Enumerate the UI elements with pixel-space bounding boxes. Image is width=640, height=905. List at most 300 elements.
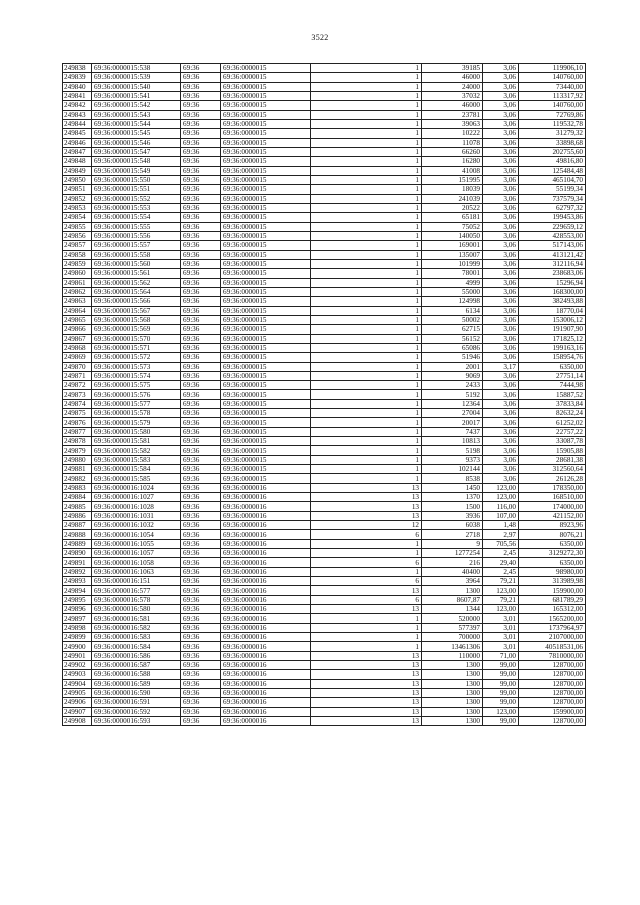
row-id-cell: 249895 — [63, 595, 92, 604]
region-cell: 69:36 — [181, 353, 221, 362]
row-id-cell: 249879 — [63, 446, 92, 455]
count-cell: 1 — [311, 465, 422, 474]
page-number: 3522 — [311, 33, 329, 42]
quarter-cell: 69:36:0000016 — [221, 642, 311, 651]
value-cell: 73440,00 — [519, 82, 586, 91]
area-cell: 216 — [422, 558, 483, 567]
area-cell: 110000 — [422, 651, 483, 660]
row-id-cell: 249852 — [63, 194, 92, 203]
quarter-cell: 69:36:0000015 — [221, 325, 311, 334]
row-id-cell: 249872 — [63, 381, 92, 390]
region-cell: 69:36 — [181, 231, 221, 240]
rate-cell: 3,06 — [483, 203, 519, 212]
count-cell: 1 — [311, 101, 422, 110]
cadastral-number-cell: 69:36:0000015:577 — [92, 399, 181, 408]
rate-cell: 123,00 — [483, 483, 519, 492]
count-cell: 1 — [311, 539, 422, 548]
table-row — [63, 605, 586, 614]
quarter-cell: 69:36:0000016 — [221, 586, 311, 595]
area-cell: 75052 — [422, 222, 483, 231]
count-cell: 1 — [311, 269, 422, 278]
row-id-cell: 249903 — [63, 670, 92, 679]
row-id-cell: 249891 — [63, 558, 92, 567]
value-cell: 202755,60 — [519, 147, 586, 156]
region-cell: 69:36 — [181, 101, 221, 110]
row-id-cell: 249846 — [63, 138, 92, 147]
value-cell: 15296,94 — [519, 278, 586, 287]
value-cell: 7810000,00 — [519, 651, 586, 660]
count-cell: 1 — [311, 147, 422, 156]
rate-cell: 3,06 — [483, 129, 519, 138]
row-id-cell: 249854 — [63, 213, 92, 222]
cadastral-number-cell: 69:36:0000015:543 — [92, 110, 181, 119]
region-cell: 69:36 — [181, 577, 221, 586]
area-cell: 3936 — [422, 511, 483, 520]
count-cell: 1 — [311, 474, 422, 483]
table-row — [63, 231, 586, 240]
value-cell: 40518531,06 — [519, 642, 586, 651]
area-cell: 1500 — [422, 502, 483, 511]
cadastral-number-cell: 69:36:0000015:542 — [92, 101, 181, 110]
table-row — [63, 101, 586, 110]
table-row — [63, 483, 586, 492]
cadastral-number-cell: 69:36:0000015:583 — [92, 455, 181, 464]
table-row — [63, 661, 586, 670]
region-cell: 69:36 — [181, 203, 221, 212]
quarter-cell: 69:36:0000015 — [221, 343, 311, 352]
count-cell: 6 — [311, 558, 422, 567]
row-id-cell: 249862 — [63, 287, 92, 296]
cadastral-number-cell: 69:36:0000015:567 — [92, 306, 181, 315]
rate-cell: 3,06 — [483, 287, 519, 296]
rate-cell: 3,06 — [483, 222, 519, 231]
rate-cell: 123,00 — [483, 605, 519, 614]
rate-cell: 3,06 — [483, 269, 519, 278]
row-id-cell: 249878 — [63, 437, 92, 446]
quarter-cell: 69:36:0000016 — [221, 502, 311, 511]
rate-cell: 3,06 — [483, 427, 519, 436]
rate-cell: 3,06 — [483, 166, 519, 175]
table-row — [63, 325, 586, 334]
value-cell: 15887,52 — [519, 390, 586, 399]
value-cell: 413121,42 — [519, 250, 586, 259]
rate-cell: 3,06 — [483, 194, 519, 203]
region-cell: 69:36 — [181, 119, 221, 128]
value-cell: 168510,00 — [519, 493, 586, 502]
value-cell: 158954,76 — [519, 353, 586, 362]
region-cell: 69:36 — [181, 334, 221, 343]
table-row — [63, 530, 586, 539]
region-cell: 69:36 — [181, 73, 221, 82]
rate-cell: 3,06 — [483, 418, 519, 427]
region-cell: 69:36 — [181, 250, 221, 259]
count-cell: 1 — [311, 371, 422, 380]
quarter-cell: 69:36:0000016 — [221, 511, 311, 520]
rate-cell: 3,01 — [483, 633, 519, 642]
quarter-cell: 69:36:0000015 — [221, 138, 311, 147]
area-cell: 1344 — [422, 605, 483, 614]
table-row — [63, 287, 586, 296]
cadastral-number-cell: 69:36:0000015:548 — [92, 157, 181, 166]
value-cell: 28681,38 — [519, 455, 586, 464]
table-row — [63, 679, 586, 688]
area-cell: 1300 — [422, 707, 483, 716]
table-row — [63, 166, 586, 175]
area-cell: 7437 — [422, 427, 483, 436]
area-cell: 1300 — [422, 661, 483, 670]
value-cell: 465104,70 — [519, 175, 586, 184]
count-cell: 1 — [311, 73, 422, 82]
row-id-cell: 249871 — [63, 371, 92, 380]
table-row — [63, 64, 586, 73]
count-cell: 1 — [311, 353, 422, 362]
table-row — [63, 222, 586, 231]
count-cell: 1 — [311, 381, 422, 390]
row-id-cell: 249884 — [63, 493, 92, 502]
rate-cell: 3,06 — [483, 138, 519, 147]
row-id-cell: 249880 — [63, 455, 92, 464]
area-cell: 8538 — [422, 474, 483, 483]
value-cell: 26126,28 — [519, 474, 586, 483]
area-cell: 16280 — [422, 157, 483, 166]
row-id-cell: 249893 — [63, 577, 92, 586]
region-cell: 69:36 — [181, 166, 221, 175]
row-id-cell: 249847 — [63, 147, 92, 156]
count-cell: 1 — [311, 418, 422, 427]
table-row — [63, 250, 586, 259]
cadastral-number-cell: 69:36:0000015:552 — [92, 194, 181, 203]
table-row — [63, 409, 586, 418]
quarter-cell: 69:36:0000015 — [221, 353, 311, 362]
rate-cell: 3,06 — [483, 147, 519, 156]
rate-cell: 99,00 — [483, 716, 519, 725]
region-cell: 69:36 — [181, 185, 221, 194]
row-id-cell: 249861 — [63, 278, 92, 287]
rate-cell: 3,06 — [483, 315, 519, 324]
area-cell: 2001 — [422, 362, 483, 371]
table-row — [63, 297, 586, 306]
cadastral-number-cell: 69:36:0000015:578 — [92, 409, 181, 418]
cadastral-number-cell: 69:36:0000015:558 — [92, 250, 181, 259]
row-id-cell: 249900 — [63, 642, 92, 651]
region-cell: 69:36 — [181, 698, 221, 707]
cadastral-number-cell: 69:36:0000016:592 — [92, 707, 181, 716]
value-cell: 98980,00 — [519, 567, 586, 576]
cadastral-number-cell: 69:36:0000015:581 — [92, 437, 181, 446]
quarter-cell: 69:36:0000015 — [221, 287, 311, 296]
count-cell: 1 — [311, 110, 422, 119]
quarter-cell: 69:36:0000015 — [221, 297, 311, 306]
table-row — [63, 390, 586, 399]
area-cell: 46000 — [422, 101, 483, 110]
row-id-cell: 249870 — [63, 362, 92, 371]
quarter-cell: 69:36:0000015 — [221, 437, 311, 446]
count-cell: 1 — [311, 157, 422, 166]
area-cell: 13461306 — [422, 642, 483, 651]
count-cell: 13 — [311, 586, 422, 595]
area-cell: 55000 — [422, 287, 483, 296]
area-cell: 37032 — [422, 91, 483, 100]
value-cell: 119906,10 — [519, 64, 586, 73]
table-body — [63, 64, 586, 726]
region-cell: 69:36 — [181, 437, 221, 446]
table-row — [63, 91, 586, 100]
rate-cell: 3,06 — [483, 306, 519, 315]
cadastral-number-cell: 69:36:0000016:587 — [92, 661, 181, 670]
quarter-cell: 69:36:0000015 — [221, 119, 311, 128]
region-cell: 69:36 — [181, 325, 221, 334]
quarter-cell: 69:36:0000015 — [221, 409, 311, 418]
table-row — [63, 259, 586, 268]
region-cell: 69:36 — [181, 549, 221, 558]
value-cell: 159900,00 — [519, 707, 586, 716]
region-cell: 69:36 — [181, 707, 221, 716]
count-cell: 1 — [311, 642, 422, 651]
quarter-cell: 69:36:0000016 — [221, 605, 311, 614]
count-cell: 13 — [311, 493, 422, 502]
cadastral-number-cell: 69:36:0000016:580 — [92, 605, 181, 614]
rate-cell: 3,06 — [483, 297, 519, 306]
region-cell: 69:36 — [181, 446, 221, 455]
quarter-cell: 69:36:0000015 — [221, 315, 311, 324]
region-cell: 69:36 — [181, 567, 221, 576]
row-id-cell: 249902 — [63, 661, 92, 670]
table-row — [63, 698, 586, 707]
value-cell: 140760,00 — [519, 101, 586, 110]
cadastral-number-cell: 69:36:0000016:593 — [92, 716, 181, 725]
count-cell: 1 — [311, 633, 422, 642]
region-cell: 69:36 — [181, 399, 221, 408]
cadastral-number-cell: 69:36:0000016:591 — [92, 698, 181, 707]
rate-cell: 705,56 — [483, 539, 519, 548]
area-cell: 12364 — [422, 399, 483, 408]
count-cell: 1 — [311, 213, 422, 222]
table-row — [63, 343, 586, 352]
quarter-cell: 69:36:0000016 — [221, 707, 311, 716]
cadastral-number-cell: 69:36:0000015:546 — [92, 138, 181, 147]
quarter-cell: 69:36:0000015 — [221, 110, 311, 119]
row-id-cell: 249844 — [63, 119, 92, 128]
quarter-cell: 69:36:0000016 — [221, 595, 311, 604]
value-cell: 1565200,00 — [519, 614, 586, 623]
quarter-cell: 69:36:0000016 — [221, 521, 311, 530]
region-cell: 69:36 — [181, 502, 221, 511]
region-cell: 69:36 — [181, 530, 221, 539]
count-cell: 1 — [311, 446, 422, 455]
region-cell: 69:36 — [181, 670, 221, 679]
quarter-cell: 69:36:0000016 — [221, 549, 311, 558]
table-row — [63, 539, 586, 548]
region-cell: 69:36 — [181, 465, 221, 474]
quarter-cell: 69:36:0000015 — [221, 73, 311, 82]
cadastral-number-cell: 69:36:0000015:550 — [92, 175, 181, 184]
cadastral-number-cell: 69:36:0000016:1058 — [92, 558, 181, 567]
value-cell: 61252,02 — [519, 418, 586, 427]
cadastral-number-cell: 69:36:0000016:578 — [92, 595, 181, 604]
table-row — [63, 502, 586, 511]
table-row — [63, 82, 586, 91]
cadastral-number-cell: 69:36:0000015:580 — [92, 427, 181, 436]
region-cell: 69:36 — [181, 427, 221, 436]
count-cell: 13 — [311, 688, 422, 697]
cadastral-number-cell: 69:36:0000016:581 — [92, 614, 181, 623]
cadastral-number-cell: 69:36:0000015:575 — [92, 381, 181, 390]
count-cell: 1 — [311, 129, 422, 138]
cadastral-number-cell: 69:36:0000016:586 — [92, 651, 181, 660]
rate-cell: 3,01 — [483, 623, 519, 632]
cadastral-number-cell: 69:36:0000016:582 — [92, 623, 181, 632]
table-row — [63, 371, 586, 380]
region-cell: 69:36 — [181, 623, 221, 632]
cadastral-number-cell: 69:36:0000015:572 — [92, 353, 181, 362]
row-id-cell: 249894 — [63, 586, 92, 595]
quarter-cell: 69:36:0000015 — [221, 194, 311, 203]
row-id-cell: 249843 — [63, 110, 92, 119]
region-cell: 69:36 — [181, 539, 221, 548]
count-cell: 1 — [311, 119, 422, 128]
region-cell: 69:36 — [181, 586, 221, 595]
row-id-cell: 249845 — [63, 129, 92, 138]
cadastral-value-table — [62, 63, 586, 726]
row-id-cell: 249855 — [63, 222, 92, 231]
rate-cell: 3,06 — [483, 82, 519, 91]
area-cell: 5198 — [422, 446, 483, 455]
quarter-cell: 69:36:0000016 — [221, 716, 311, 725]
count-cell: 6 — [311, 530, 422, 539]
region-cell: 69:36 — [181, 82, 221, 91]
value-cell: 7444,98 — [519, 381, 586, 390]
table-row — [63, 175, 586, 184]
area-cell: 6038 — [422, 521, 483, 530]
quarter-cell: 69:36:0000015 — [221, 474, 311, 483]
table-row — [63, 110, 586, 119]
cadastral-number-cell: 69:36:0000015:554 — [92, 213, 181, 222]
count-cell: 1 — [311, 623, 422, 632]
count-cell: 1 — [311, 194, 422, 203]
area-cell: 24000 — [422, 82, 483, 91]
rate-cell: 99,00 — [483, 688, 519, 697]
rate-cell: 3,01 — [483, 642, 519, 651]
region-cell: 69:36 — [181, 605, 221, 614]
row-id-cell: 249853 — [63, 203, 92, 212]
region-cell: 69:36 — [181, 521, 221, 530]
cadastral-number-cell: 69:36:0000015:549 — [92, 166, 181, 175]
value-cell: 421152,00 — [519, 511, 586, 520]
quarter-cell: 69:36:0000015 — [221, 306, 311, 315]
rate-cell: 3,06 — [483, 371, 519, 380]
value-cell: 3129272,30 — [519, 549, 586, 558]
value-cell: 128700,00 — [519, 698, 586, 707]
region-cell: 69:36 — [181, 287, 221, 296]
area-cell: 56152 — [422, 334, 483, 343]
area-cell: 10813 — [422, 437, 483, 446]
row-id-cell: 249841 — [63, 91, 92, 100]
rate-cell: 3,06 — [483, 465, 519, 474]
region-cell: 69:36 — [181, 362, 221, 371]
value-cell: 159900,00 — [519, 586, 586, 595]
value-cell: 199453,86 — [519, 213, 586, 222]
count-cell: 1 — [311, 549, 422, 558]
count-cell: 1 — [311, 82, 422, 91]
quarter-cell: 69:36:0000015 — [221, 259, 311, 268]
value-cell: 82632,24 — [519, 409, 586, 418]
region-cell: 69:36 — [181, 390, 221, 399]
table-row — [63, 586, 586, 595]
row-id-cell: 249890 — [63, 549, 92, 558]
row-id-cell: 249875 — [63, 409, 92, 418]
value-cell: 382493,88 — [519, 297, 586, 306]
region-cell: 69:36 — [181, 679, 221, 688]
table-row — [63, 147, 586, 156]
table-row — [63, 521, 586, 530]
count-cell: 1 — [311, 390, 422, 399]
area-cell: 23781 — [422, 110, 483, 119]
quarter-cell: 69:36:0000015 — [221, 213, 311, 222]
rate-cell: 3,06 — [483, 250, 519, 259]
table-row — [63, 157, 586, 166]
cadastral-number-cell: 69:36:0000016:589 — [92, 679, 181, 688]
rate-cell: 3,06 — [483, 157, 519, 166]
table-row — [63, 278, 586, 287]
cadastral-number-cell: 69:36:0000016:1028 — [92, 502, 181, 511]
value-cell: 18770,04 — [519, 306, 586, 315]
table-row — [63, 642, 586, 651]
quarter-cell: 69:36:0000015 — [221, 371, 311, 380]
region-cell: 69:36 — [181, 661, 221, 670]
quarter-cell: 69:36:0000015 — [221, 185, 311, 194]
cadastral-number-cell: 69:36:0000016:151 — [92, 577, 181, 586]
rate-cell: 116,00 — [483, 502, 519, 511]
rate-cell: 71,00 — [483, 651, 519, 660]
area-cell: 39063 — [422, 119, 483, 128]
quarter-cell: 69:36:0000015 — [221, 82, 311, 91]
cadastral-number-cell: 69:36:0000016:577 — [92, 586, 181, 595]
cadastral-number-cell: 69:36:0000015:538 — [92, 64, 181, 73]
count-cell: 13 — [311, 511, 422, 520]
value-cell: 737579,34 — [519, 194, 586, 203]
cadastral-number-cell: 69:36:0000016:590 — [92, 688, 181, 697]
count-cell: 13 — [311, 716, 422, 725]
row-id-cell: 249898 — [63, 623, 92, 632]
row-id-cell: 249905 — [63, 688, 92, 697]
row-id-cell: 249868 — [63, 343, 92, 352]
cadastral-number-cell: 69:36:0000016:1024 — [92, 483, 181, 492]
table-row — [63, 381, 586, 390]
value-cell: 168300,00 — [519, 287, 586, 296]
value-cell: 6350,00 — [519, 558, 586, 567]
quarter-cell: 69:36:0000016 — [221, 623, 311, 632]
cadastral-number-cell: 69:36:0000015:545 — [92, 129, 181, 138]
quarter-cell: 69:36:0000016 — [221, 577, 311, 586]
quarter-cell: 69:36:0000016 — [221, 558, 311, 567]
quarter-cell: 69:36:0000016 — [221, 493, 311, 502]
value-cell: 238683,06 — [519, 269, 586, 278]
row-id-cell: 249869 — [63, 353, 92, 362]
table-row — [63, 567, 586, 576]
value-cell: 128700,00 — [519, 716, 586, 725]
quarter-cell: 69:36:0000015 — [221, 222, 311, 231]
value-cell: 125484,48 — [519, 166, 586, 175]
row-id-cell: 249888 — [63, 530, 92, 539]
table-row — [63, 306, 586, 315]
area-cell: 241039 — [422, 194, 483, 203]
cadastral-number-cell: 69:36:0000016:1027 — [92, 493, 181, 502]
row-id-cell: 249883 — [63, 483, 92, 492]
rate-cell: 2,45 — [483, 567, 519, 576]
count-cell: 1 — [311, 185, 422, 194]
cadastral-number-cell: 69:36:0000016:1055 — [92, 539, 181, 548]
table-row — [63, 315, 586, 324]
